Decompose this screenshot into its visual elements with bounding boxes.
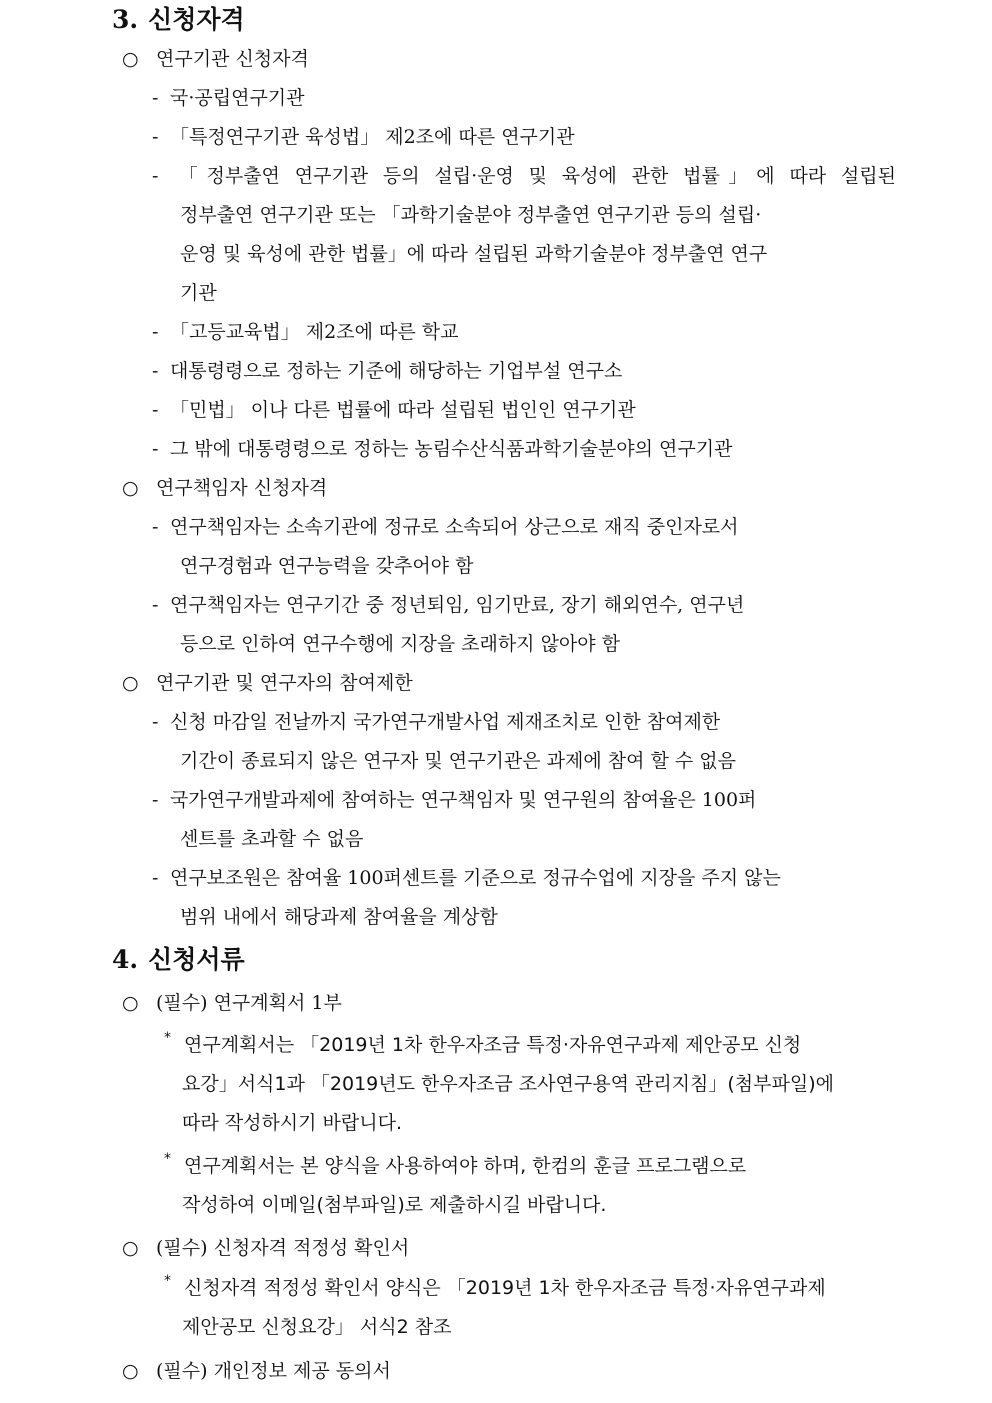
group-heading	[122, 44, 309, 71]
list-item	[152, 434, 896, 461]
list-item-text: 신청 마감일 전날까지 국가연구개발사업 제재조치로 인한 참여제한	[170, 711, 721, 733]
list-item	[152, 356, 896, 383]
note-item	[164, 1030, 896, 1057]
list-item-text: 「특정연구기관 육성법」 제2조에 따른 연구기관	[170, 126, 575, 148]
list-item-text: 국·공립연구기관	[170, 87, 305, 109]
list-item-text: 범위 내에서 해당과제 참여율을 계상함	[180, 906, 498, 928]
list-item	[152, 161, 896, 188]
list-item	[152, 785, 896, 812]
dash-bullet-icon: -	[152, 360, 159, 382]
note-continuation	[182, 1312, 896, 1339]
list-item-text: 연구보조원은 참여율 100퍼센트를 기준으로 정규수업에 지장을 주지 않는	[170, 867, 781, 889]
list-item	[152, 83, 896, 110]
note-text: 신청자격 적정성 확인서 양식은 「2019년 1차 한우자조금 특정·자유연구과제	[184, 1277, 826, 1299]
list-item-continuation	[180, 278, 896, 305]
note-text: 요강」서식1과 「2019년도 한우자조금 조사연구용역 관리지침」(첨부파일)에	[182, 1073, 834, 1095]
asterisk-bullet-icon: *	[164, 1273, 171, 1289]
circle-bullet-icon: ○	[122, 48, 139, 70]
list-item-text: 연구책임자는 소속기관에 정규로 소속되어 상근으로 재직 중인자로서	[170, 516, 739, 538]
group-heading-text: 연구기관 신청자격	[156, 48, 309, 70]
dash-bullet-icon: -	[152, 126, 159, 148]
dash-bullet-icon: -	[152, 399, 159, 421]
section-3-title	[112, 0, 245, 36]
group-heading-text: 연구기관 및 연구자의 참여제한	[156, 672, 413, 694]
dash-bullet-icon: -	[152, 789, 159, 811]
circle-bullet-icon: ○	[122, 672, 139, 694]
list-item-continuation	[180, 551, 896, 578]
group-heading	[122, 668, 413, 695]
dash-bullet-icon: -	[152, 87, 159, 109]
list-item	[152, 395, 896, 422]
note-continuation	[182, 1069, 896, 1096]
list-item-text: 대통령령으로 정하는 기준에 해당하는 기업부설 연구소	[170, 360, 623, 382]
note-text: 따라 작성하시기 바랍니다.	[182, 1112, 403, 1134]
note-text: 제안공모 신청요강」 서식2 참조	[182, 1316, 452, 1338]
group-heading-text: 연구책임자 신청자격	[156, 477, 328, 499]
list-item-text: 운영 및 육성에 관한 법률」에 따라 설립된 과학기술분야 정부출연 연구	[180, 243, 768, 265]
circle-bullet-icon: ○	[122, 477, 139, 499]
list-item	[152, 317, 896, 344]
section-4-title	[112, 940, 245, 976]
list-item-text: 기간이 종료되지 않은 연구자 및 연구기관은 과제에 참여 할 수 없음	[180, 750, 736, 772]
list-item-text: 국가연구개발과제에 참여하는 연구책임자 및 연구원의 참여율은 100퍼	[170, 789, 757, 811]
list-item	[152, 863, 896, 890]
list-item-continuation	[180, 902, 896, 929]
section-number: 4.	[112, 945, 139, 974]
section-title-text: 신청자격	[148, 5, 245, 34]
list-item-continuation	[180, 200, 896, 227]
list-item	[152, 122, 896, 149]
list-item-text: 기관	[180, 282, 217, 304]
circle-bullet-icon: ○	[122, 1237, 139, 1259]
group-heading	[122, 988, 342, 1015]
note-item	[164, 1151, 896, 1178]
asterisk-bullet-icon: *	[164, 1030, 171, 1046]
list-item	[152, 707, 896, 734]
dash-bullet-icon: -	[152, 711, 159, 733]
list-item-continuation	[180, 629, 896, 656]
list-item-text: 센트를 초과할 수 없음	[180, 828, 364, 850]
list-item-continuation	[180, 824, 896, 851]
list-item-text: 「고등교육법」 제2조에 따른 학교	[170, 321, 459, 343]
group-heading	[122, 473, 327, 500]
group-heading-text: (필수) 연구계획서 1부	[156, 992, 342, 1014]
note-text: 작성하여 이메일(첨부파일)로 제출하시길 바랍니다.	[182, 1194, 607, 1216]
note-continuation	[182, 1108, 896, 1135]
note-item	[164, 1273, 896, 1300]
group-heading	[122, 1233, 409, 1260]
section-title-text: 신청서류	[148, 945, 245, 974]
list-item-text: 「민법」 이나 다른 법률에 따라 설립된 법인인 연구기관	[170, 399, 636, 421]
dash-bullet-icon: -	[152, 321, 159, 343]
list-item	[152, 590, 896, 617]
list-item-text: 그 밖에 대통령령으로 정하는 농림수산식품과학기술분야의 연구기관	[170, 438, 733, 460]
dash-bullet-icon: -	[152, 867, 159, 889]
list-item-text: 등으로 인하여 연구수행에 지장을 초래하지 않아야 함	[180, 633, 621, 655]
list-item-continuation	[180, 239, 896, 266]
circle-bullet-icon: ○	[122, 1360, 139, 1382]
list-item-continuation	[180, 746, 896, 773]
note-text: 연구계획서는 「2019년 1차 한우자조금 특정·자유연구과제 제안공모 신청	[184, 1034, 802, 1056]
list-item-text: 정부출연 연구기관 또는 「과학기술분야 정부출연 연구기관 등의 설립·	[180, 204, 762, 226]
group-heading-text: (필수) 신청자격 적정성 확인서	[156, 1237, 410, 1259]
dash-bullet-icon: -	[152, 438, 159, 460]
dash-bullet-icon: -	[152, 516, 159, 538]
list-item-text: 「정부출연 연구기관 등의 설립·운영 및 육성에 관한 법률」에 따라 설립된	[170, 165, 896, 187]
list-item	[152, 512, 896, 539]
note-continuation	[182, 1190, 896, 1217]
dash-bullet-icon: -	[152, 165, 159, 187]
asterisk-bullet-icon: *	[164, 1151, 171, 1167]
section-number: 3.	[112, 5, 139, 34]
group-heading-text: (필수) 개인정보 제공 동의서	[156, 1360, 391, 1382]
list-item-text: 연구책임자는 연구기간 중 정년퇴임, 임기만료, 장기 해외연수, 연구년	[170, 594, 745, 616]
note-text: 연구계획서는 본 양식을 사용하여야 하며, 한컴의 훈글 프로그램으로	[184, 1155, 747, 1177]
dash-bullet-icon: -	[152, 594, 159, 616]
list-item-text: 연구경험과 연구능력을 갖추어야 함	[180, 555, 474, 577]
group-heading	[122, 1356, 391, 1383]
circle-bullet-icon: ○	[122, 992, 139, 1014]
